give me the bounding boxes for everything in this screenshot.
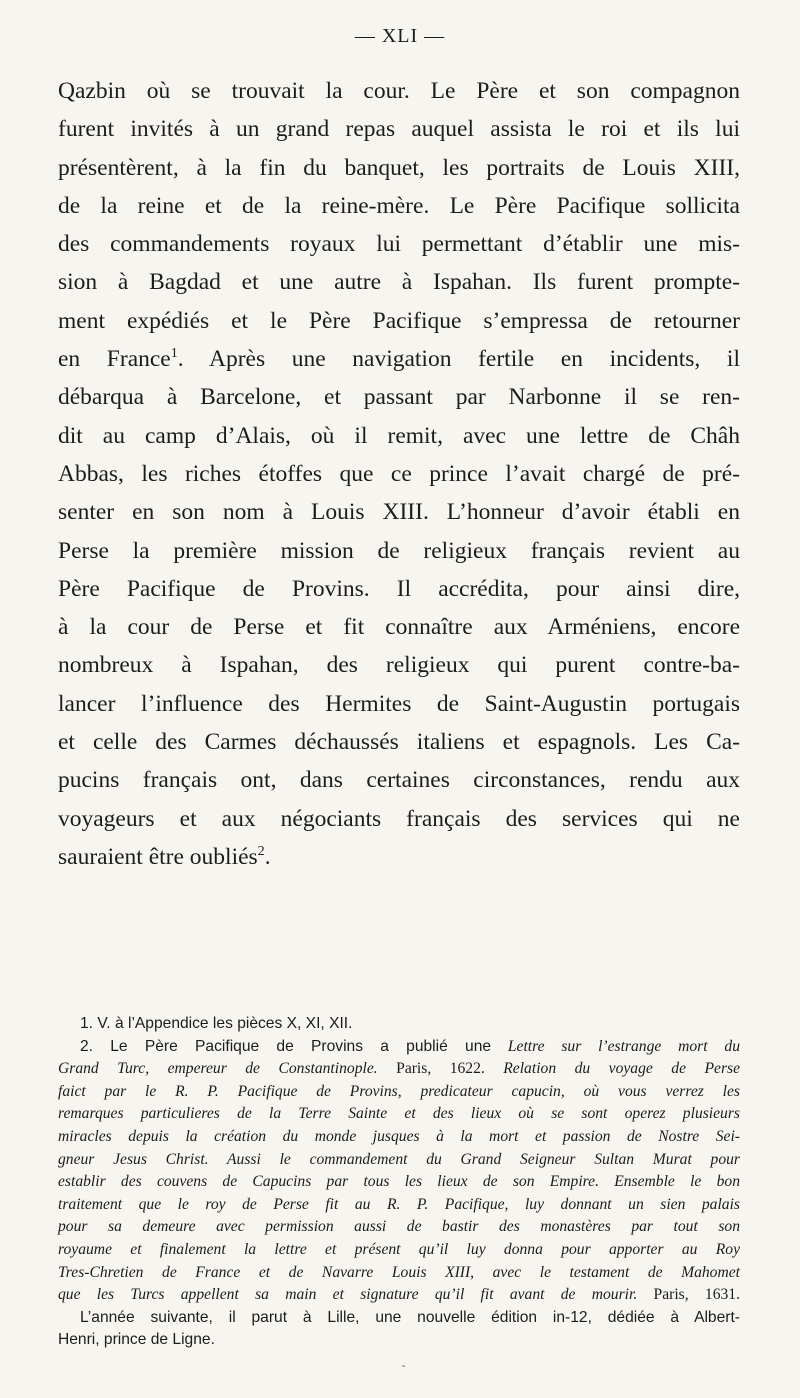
footnote-2-line: miracles depuis la création du monde jusques à la mort et passion de Nostre Sei- [58,1127,740,1145]
body-line: et celle des Carmes déchaussés italiens et espagnols. Les Ca- [58,729,740,756]
body-line: débarqua à Barcelone, et passant par Narbonne il se ren- [58,384,740,411]
footnote-2-line: gneur Jesus Christ. Aussi le commandement du Grand Seigneur Sultan Murat pour [58,1150,740,1168]
body-line: ment expédiés et le Père Pacifique s’empressa de retourner [58,307,740,334]
body-line: Père Pacifique de Provins. Il accrédita, pour ainsi dire, [58,575,740,602]
main-paragraph [58,72,740,876]
footnote-2-line: faict par le R. P. Pacifique de Provins, predicateur capucin, où vous verrez les [58,1082,740,1100]
body-text-segment: . Après une navigation fertile en incidents, il [177,346,740,373]
footnote-2-line: pour sa demeure avec permission aussi de bastir des monastères par tout son [58,1218,740,1236]
footnote-text: 2. Le Père Pacifique de Provins a publié une [80,1037,492,1055]
body-text-segment: en France [58,346,171,373]
footnote-2-line: traitement que le roy de Perse fit au R. P. Pacifique, luy donnant un sien palais [58,1195,740,1213]
body-line: dit au camp d’Alais, où il remit, avec une lettre de Châh [58,422,740,449]
footnote-2-line [58,1284,740,1307]
body-line: des commandements royaux lui permettant d’établir une mis- [58,231,740,258]
footnote-ref-2[interactable]: 2 [257,843,265,860]
body-line: lancer l’influence des Hermites de Saint-Augustin portugais [58,690,740,717]
body-text-segment: . [264,843,271,870]
footnote-title: que les Turcs appellent sa main et signature qu’il fit avant de mourir. [58,1286,638,1304]
footnote-text: Paris, 1622. [396,1060,485,1078]
footnote-2-line: royaume et finalement la lettre et présent qu’il luy donna pour apporter au Roy [58,1240,740,1258]
footnote-2-line: Tres-Chretien de France et de Navarre Louis XIII, avec le testament de Mahomet [58,1263,740,1281]
footnote-text: Paris, 1631. [653,1286,740,1304]
body-line: senter en son nom à Louis XIII. L’honneur d’avoir établi en [58,499,740,526]
footnote-title: Relation du voyage de Perse [503,1060,740,1078]
footnote-2-line [58,1058,740,1081]
body-line: Abbas, les riches étoffes que ce prince l’avait chargé de pré- [58,460,740,487]
body-line: nombreux à Ispahan, des religieux qui purent contre-ba- [58,652,740,679]
footnote-2-line: Henri, prince de Ligne. [58,1331,215,1349]
body-line: présentèrent, à la fin du banquet, les portraits de Louis XIII, [58,154,740,181]
footnote-2-line [58,1036,740,1059]
body-line: à la cour de Perse et fit connaître aux Arméniens, encore [58,614,740,641]
footnote-1: 1. V. à l’Appendice les pièces X, XI, XII. [80,1015,353,1032]
footnote-title: Grand Turc, empereur de Constantinople. [58,1060,378,1078]
body-text-segment: sauraient être oubliés [58,843,258,870]
body-line: voyageurs et aux négociants français des services qui ne [58,805,740,832]
body-line: furent invités à un grand repas auquel assista le roi et ils lui [58,116,740,143]
page-number-header: — XLI — [354,25,446,47]
body-line [58,340,740,378]
footnotes [58,1013,740,1352]
body-line: pucins français ont, dans certaines circonstances, rendu aux [58,767,740,794]
footnote-2-line: remarques particulieres de la Terre Sainte et des lieux où se sont operez plusieurs [58,1105,740,1123]
body-line: Qazbin où se trouvait la cour. Le Père et son compagnon [58,78,740,104]
body-line: Perse la première mission de religieux français revient au [58,537,740,564]
footnote-title: Lettre sur l’estrange mort du [507,1037,740,1055]
body-line: de la reine et de la reine-mère. Le Père Pacifique sollicita [58,192,740,219]
footnote-2-line: L’année suivante, il parut à Lille, une nouvelle édition in-12, dédiée à Albert- [80,1308,740,1326]
body-line: sion à Bagdad et une autre à Ispahan. Ils furent prompte- [58,269,740,296]
print-mark-icon: ˜ [401,1365,406,1376]
body-line [58,838,740,876]
footnote-2-line: establir des couvens de Capucins par tous les lieux de son Empire. Ensemble le bon [58,1173,740,1191]
footnote-ref-1[interactable]: 1 [170,345,178,362]
